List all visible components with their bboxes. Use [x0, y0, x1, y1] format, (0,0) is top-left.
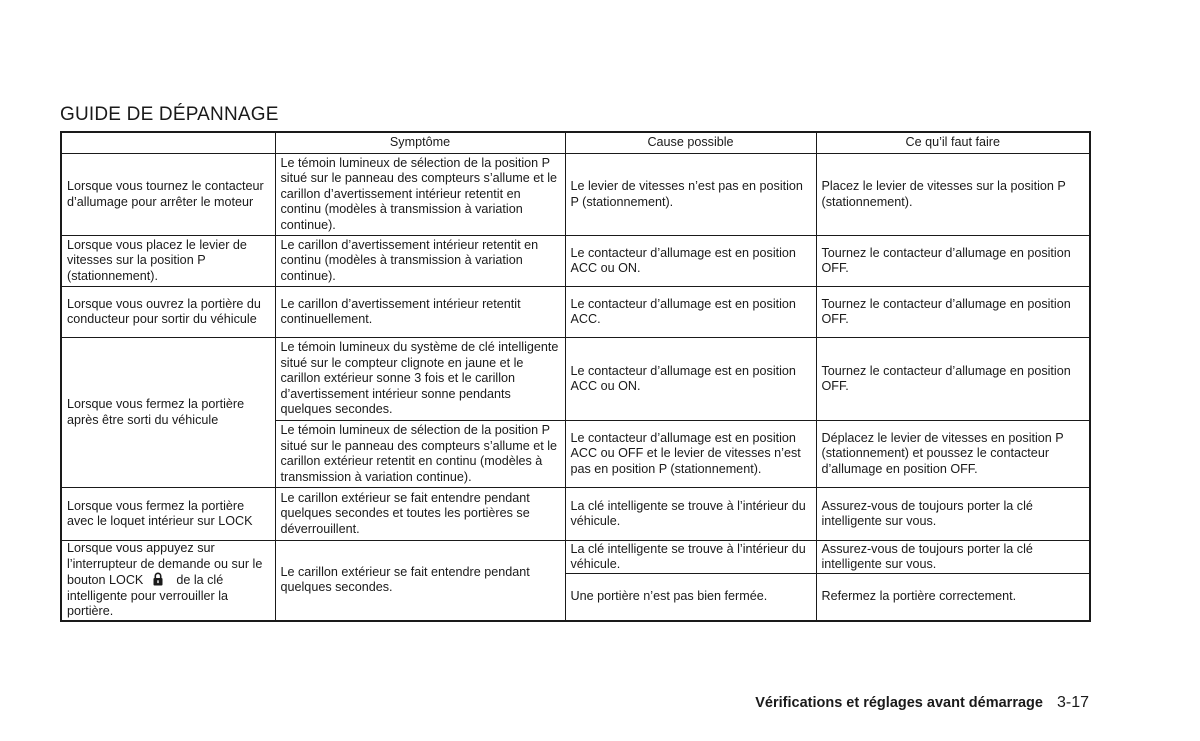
header-symptom: Symptôme	[275, 132, 565, 154]
page-title: GUIDE DE DÉPANNAGE	[60, 104, 279, 125]
table-header-row	[61, 132, 1090, 154]
cause-cell: Le contacteur d’allumage est en position ACC.	[565, 287, 816, 338]
symptom-cell: Le carillon d’avertissement intérieur retentit en continu (modèles à transmission à variation continue).	[275, 236, 565, 287]
symptom-cell: Le carillon extérieur se fait entendre pendant quelques secondes et toutes les portières se déverrouillent.	[275, 488, 565, 541]
table-row	[61, 541, 1090, 574]
symptom-cell: Le témoin lumineux de sélection de la position P situé sur le panneau des compteurs s’allume et le carillon extérieur retentit en continu (modèles à transmission à variation continue).	[275, 421, 565, 488]
situation-cell	[61, 541, 275, 621]
action-cell: Assurez-vous de toujours porter la clé intelligente sur vous.	[816, 541, 1090, 574]
action-cell: Tournez le contacteur d’allumage en position OFF.	[816, 236, 1090, 287]
situation-text-after: de la clé intelligente pour verrouiller la portière.	[67, 573, 229, 618]
table-row	[61, 338, 1090, 421]
symptom-cell: Le carillon d’avertissement intérieur retentit continuellement.	[275, 287, 565, 338]
cause-cell: Le levier de vitesses n’est pas en position P (stationnement).	[565, 154, 816, 236]
page-number: 3-17	[1056, 694, 1089, 711]
situation-cell: Lorsque vous placez le levier de vitesses sur la position P (stationnement).	[61, 236, 275, 287]
cause-cell: Le contacteur d’allumage est en position ACC ou OFF et le levier de vitesses n’est pas en position P (stationnement).	[565, 421, 816, 488]
header-cause: Cause possible	[565, 132, 816, 154]
action-cell: Placez le levier de vitesses sur la position P (stationnement).	[816, 154, 1090, 236]
header-situation	[61, 132, 275, 154]
troubleshooting-table	[60, 131, 1091, 622]
cause-cell: Le contacteur d’allumage est en position ACC ou ON.	[565, 338, 816, 421]
situation-cell: Lorsque vous tournez le contacteur d’allumage pour arrêter le moteur	[61, 154, 275, 236]
table-row	[61, 236, 1090, 287]
table-row	[61, 488, 1090, 541]
situation-cell: Lorsque vous fermez la portière avec le loquet intérieur sur LOCK	[61, 488, 275, 541]
action-cell: Tournez le contacteur d’allumage en position OFF.	[816, 287, 1090, 338]
cause-cell: Une portière n’est pas bien fermée.	[565, 574, 816, 621]
situation-cell: Lorsque vous ouvrez la portière du conducteur pour sortir du véhicule	[61, 287, 275, 338]
action-cell: Déplacez le levier de vitesses en position P (stationnement) et poussez le contacteur d’allumage en position OFF.	[816, 421, 1090, 488]
situation-cell: Lorsque vous fermez la portière après être sorti du véhicule	[61, 338, 275, 488]
situation-text-before: Lorsque vous appuyez sur l’interrupteur de demande ou sur le bouton LOCK	[67, 541, 263, 587]
symptom-cell: Le témoin lumineux du système de clé intelligente situé sur le compteur clignote en jaune et le carillon extérieur sonne 3 fois et le carillon d’avertissement intérieur sonne pendants quelques secondes.	[275, 338, 565, 421]
header-action: Ce qu’il faut faire	[816, 132, 1090, 154]
cause-cell: La clé intelligente se trouve à l’intérieur du véhicule.	[565, 488, 816, 541]
symptom-cell: Le carillon extérieur se fait entendre pendant quelques secondes.	[275, 541, 565, 621]
action-cell: Assurez-vous de toujours porter la clé intelligente sur vous.	[816, 488, 1090, 541]
footer-section-title: Vérifications et réglages avant démarrage	[755, 695, 1043, 711]
cause-cell: La clé intelligente se trouve à l’intérieur du véhicule.	[565, 541, 816, 574]
table-row	[61, 154, 1090, 236]
cause-cell: Le contacteur d’allumage est en position ACC ou ON.	[565, 236, 816, 287]
lock-icon	[153, 572, 163, 586]
action-cell: Tournez le contacteur d’allumage en position OFF.	[816, 338, 1090, 421]
action-cell: Refermez la portière correctement.	[816, 574, 1090, 621]
page-footer	[755, 694, 1089, 712]
symptom-cell: Le témoin lumineux de sélection de la position P situé sur le panneau des compteurs s’allume et le carillon d’avertissement intérieur retentit en continu (modèles à transmission à variation continue).	[275, 154, 565, 236]
table-row	[61, 287, 1090, 338]
